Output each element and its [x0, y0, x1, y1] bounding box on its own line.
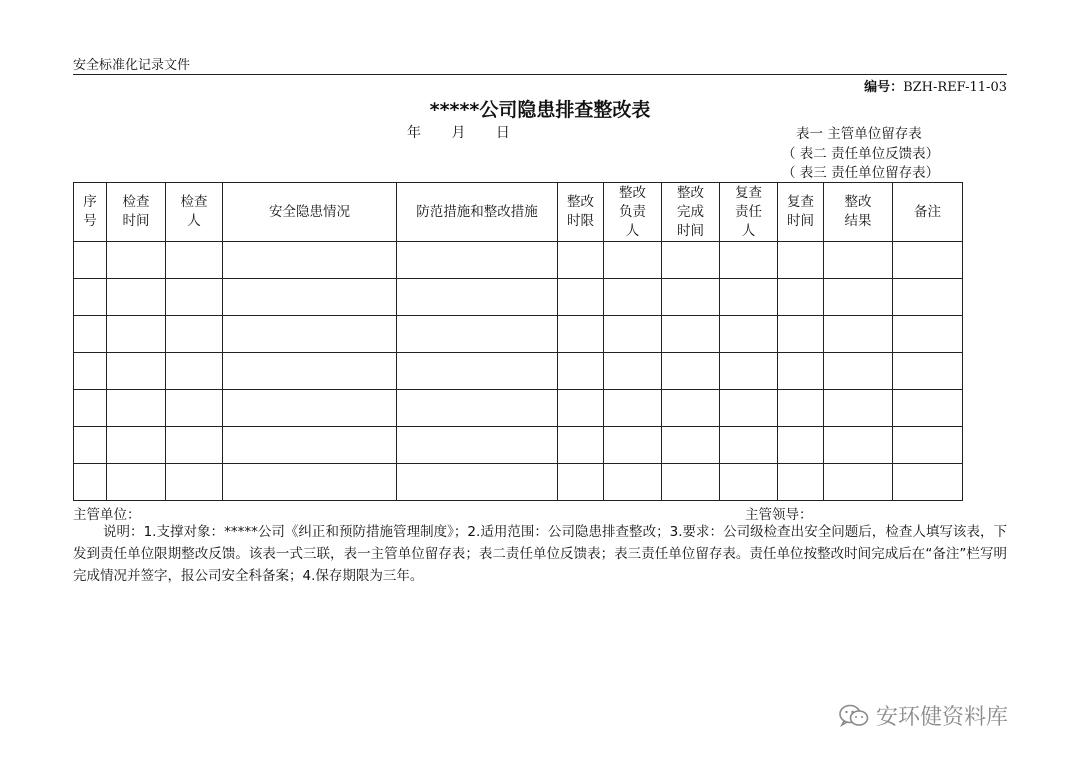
table-cell[interactable]: [662, 353, 720, 390]
col-header-review-responsible: 复查 责任 人: [720, 183, 778, 242]
table-cell[interactable]: [778, 316, 824, 353]
table-cell[interactable]: [604, 390, 662, 427]
instructions-note: 说明：1.支撑对象：*****公司《纠正和预防措施管理制度》；2.适用范围：公司隐患排查整改；3.要求：公司级检查出安全问题后，检查人填写该表，下发到责任单位限期整改反馈。该表一式三联，表一主管单位留存表；表二责任单位反馈表；表三责任单位留存表。责任单位按整改时间完成后在“备注”栏写明完成情况并签字，报公司安全科备案；4.保存期限为三年。: [73, 524, 1007, 584]
table-cell[interactable]: [166, 279, 223, 316]
table-cell[interactable]: [558, 242, 604, 279]
table-cell[interactable]: [74, 353, 107, 390]
table-cell[interactable]: [778, 242, 824, 279]
table-cell[interactable]: [223, 427, 397, 464]
date-line: 年 月 日: [407, 125, 510, 141]
table-cell[interactable]: [662, 427, 720, 464]
table-body: [74, 242, 963, 501]
table-cell[interactable]: [824, 242, 893, 279]
table-cell[interactable]: [893, 279, 963, 316]
table-cell[interactable]: [893, 316, 963, 353]
supervisor-leader-label: 主管领导：: [745, 507, 813, 523]
table-cell[interactable]: [166, 427, 223, 464]
col-header-inspector: 检查 人: [166, 183, 223, 242]
table-cell[interactable]: [720, 279, 778, 316]
table-cell[interactable]: [558, 464, 604, 501]
table-cell[interactable]: [662, 464, 720, 501]
table-cell[interactable]: [74, 316, 107, 353]
table-cell[interactable]: [604, 353, 662, 390]
table-cell[interactable]: [778, 279, 824, 316]
table-cell[interactable]: [824, 316, 893, 353]
table-cell[interactable]: [223, 353, 397, 390]
table-cell[interactable]: [604, 427, 662, 464]
table-cell[interactable]: [74, 279, 107, 316]
table-cell[interactable]: [720, 242, 778, 279]
table-cell[interactable]: [604, 316, 662, 353]
table-cell[interactable]: [107, 353, 166, 390]
table-cell[interactable]: [720, 427, 778, 464]
header-divider: [73, 74, 1007, 75]
table-cell[interactable]: [166, 242, 223, 279]
table-cell[interactable]: [223, 390, 397, 427]
copy-label-2: （ 表二 责任单位反馈表）: [782, 146, 940, 162]
table-cell[interactable]: [397, 427, 558, 464]
table-row: [74, 242, 963, 279]
table-cell[interactable]: [604, 279, 662, 316]
col-header-hazard: 安全隐患情况: [223, 183, 397, 242]
table-cell[interactable]: [778, 353, 824, 390]
table-cell[interactable]: [558, 316, 604, 353]
table-cell[interactable]: [166, 390, 223, 427]
table-cell[interactable]: [166, 464, 223, 501]
table-cell[interactable]: [893, 427, 963, 464]
table-cell[interactable]: [558, 427, 604, 464]
table-cell[interactable]: [107, 390, 166, 427]
table-cell[interactable]: [223, 316, 397, 353]
table-cell[interactable]: [397, 390, 558, 427]
col-header-check-time: 检查 时间: [107, 183, 166, 242]
table-cell[interactable]: [662, 242, 720, 279]
table-cell[interactable]: [893, 390, 963, 427]
table-row: [74, 353, 963, 390]
table-cell[interactable]: [824, 353, 893, 390]
copy-label-1: 表一 主管单位留存表: [796, 126, 922, 142]
watermark: [838, 700, 1008, 731]
table-cell[interactable]: [397, 279, 558, 316]
table-cell[interactable]: [74, 242, 107, 279]
document-code-label: 编号：: [864, 80, 904, 95]
watermark-text: 安环健资料库: [876, 705, 1009, 730]
table-cell[interactable]: [107, 427, 166, 464]
table-cell[interactable]: [166, 353, 223, 390]
hazard-rectification-table: [73, 182, 963, 501]
table-cell[interactable]: [74, 427, 107, 464]
col-header-remarks: 备注: [893, 183, 963, 242]
table-cell[interactable]: [397, 464, 558, 501]
table-cell[interactable]: [397, 316, 558, 353]
table-cell[interactable]: [558, 279, 604, 316]
table-cell[interactable]: [74, 464, 107, 501]
col-header-responsible: 整改 负责 人: [604, 183, 662, 242]
table-header-row: [74, 183, 963, 242]
table-row: [74, 427, 963, 464]
table-cell[interactable]: [558, 353, 604, 390]
table-row: [74, 464, 963, 501]
table-cell[interactable]: [223, 242, 397, 279]
table-cell[interactable]: [824, 464, 893, 501]
copy-label-3: （ 表三 责任单位留存表）: [782, 165, 940, 181]
table-cell[interactable]: [778, 427, 824, 464]
table-cell[interactable]: [397, 353, 558, 390]
table-cell[interactable]: [107, 279, 166, 316]
col-header-measures: 防范措施和整改措施: [397, 183, 558, 242]
table-cell[interactable]: [166, 316, 223, 353]
table-cell[interactable]: [893, 464, 963, 501]
table-cell[interactable]: [824, 390, 893, 427]
table-cell[interactable]: [662, 390, 720, 427]
table-cell[interactable]: [397, 242, 558, 279]
wechat-icon: [838, 703, 870, 729]
table-cell[interactable]: [74, 390, 107, 427]
col-header-index: 序 号: [74, 183, 107, 242]
table-cell[interactable]: [778, 464, 824, 501]
col-header-review-time: 复查 时间: [778, 183, 824, 242]
table-cell[interactable]: [720, 316, 778, 353]
table-cell[interactable]: [893, 242, 963, 279]
table-cell[interactable]: [107, 464, 166, 501]
table-row: [74, 316, 963, 353]
col-header-deadline: 整改 时限: [558, 183, 604, 242]
form-title: *****公司隐患排查整改表: [429, 99, 651, 121]
table-cell[interactable]: [107, 316, 166, 353]
document-code: [864, 76, 1007, 95]
document-code-value: BZH-REF-11-03: [903, 80, 1007, 95]
supervisor-unit-label: 主管单位：: [73, 507, 141, 523]
table-cell[interactable]: [223, 464, 397, 501]
table-cell[interactable]: [720, 390, 778, 427]
table-cell[interactable]: [778, 390, 824, 427]
col-header-result: 整改 结果: [824, 183, 893, 242]
table-cell[interactable]: [662, 279, 720, 316]
table-cell[interactable]: [720, 353, 778, 390]
table-cell[interactable]: [558, 390, 604, 427]
table-cell[interactable]: [604, 464, 662, 501]
table-cell[interactable]: [720, 464, 778, 501]
document-category-label: 安全标准化记录文件: [73, 58, 191, 73]
table-row: [74, 390, 963, 427]
table-row: [74, 279, 963, 316]
col-header-completion-time: 整改 完成 时间: [662, 183, 720, 242]
table-cell[interactable]: [604, 242, 662, 279]
table-cell[interactable]: [223, 279, 397, 316]
table-cell[interactable]: [107, 242, 166, 279]
table-cell[interactable]: [824, 427, 893, 464]
table-cell[interactable]: [824, 279, 893, 316]
table-cell[interactable]: [662, 316, 720, 353]
table-cell[interactable]: [893, 353, 963, 390]
